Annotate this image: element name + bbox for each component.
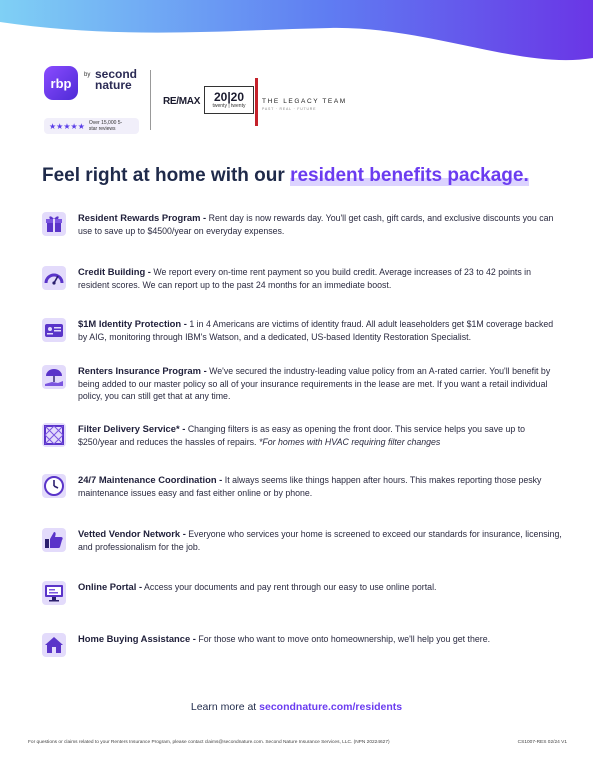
- benefit-text: Rent day is now rewards day. You'll get cash, gift cards, and exclusive discounts you can use to save up to $4500/year on everyday expenses.: [78, 213, 554, 236]
- benefit-title: Filter Delivery Service* -: [78, 423, 186, 434]
- benefit-title: Home Buying Assistance -: [78, 633, 196, 644]
- benefit-text: We've secured the industry-leading value policy from an A-rated carrier. You'll benefit by being added to our master policy so all of your insurance requirements in the lease are met. If you want a retail individual policy, you can still get that at any time.: [78, 366, 551, 402]
- filter-icon: [42, 423, 66, 447]
- learn-more-link[interactable]: secondnature.com/residents: [259, 701, 403, 713]
- benefit-text: It always seems like things happen after hours. This makes reporting those pesky maintenance issues easy and fast either online or by phone.: [78, 475, 542, 498]
- benefit-title: Renters Insurance Program -: [78, 365, 207, 376]
- benefit-title: Vetted Vendor Network -: [78, 528, 186, 539]
- benefit-title: Online Portal -: [78, 581, 143, 592]
- benefit-text: We report every on-time rent payment so you build credit. Average increases of 23 to 42 points in resident scores. We can report up to the past 24 months for an immediate boost.: [78, 267, 532, 290]
- title-prefix: Feel right at home with our: [42, 165, 291, 186]
- rbp-logo: rbp: [44, 66, 78, 100]
- remax-logo: RE/MAX: [163, 96, 201, 107]
- benefit-title: 24/7 Maintenance Coordination -: [78, 474, 223, 485]
- header-wave: [0, 0, 593, 80]
- learn-more-prefix: Learn more at: [190, 701, 260, 713]
- reviews-text: Over 15,000 5-star reviews: [88, 120, 123, 132]
- reviews-badge: [44, 118, 139, 134]
- legacy-mark: [255, 78, 258, 126]
- house-icon: [42, 633, 66, 657]
- benefit-text: 1 in 4 Americans are victims of identity fraud. All adult leaseholders get $1M coverage backed by AIG, monitoring through IBM's Watson, and a dedicated, US-based Identity Restoration Specialist.: [78, 319, 554, 342]
- logo-divider: [150, 70, 151, 130]
- benefit-text: Access your documents and pay rent through our easy to use online portal.: [144, 582, 437, 592]
- benefit-text: Changing filters is as easy as opening the front door. This service helps you save up to $250/year and reduces the hassles of repairs.: [78, 424, 526, 447]
- benefit-title: Resident Rewards Program -: [78, 212, 207, 223]
- umbrella-hand-icon: [42, 365, 66, 389]
- stars-icon: ★★★★★: [49, 121, 85, 131]
- thumbs-up-icon: [42, 528, 66, 552]
- id-card-icon: [42, 318, 66, 342]
- box-small: twenty | twenty: [212, 103, 246, 109]
- monitor-icon: [42, 581, 66, 605]
- logo-by: by: [84, 72, 91, 78]
- footer-code: CS1007-RES 02/24 V1: [517, 740, 567, 745]
- gift-icon: [42, 212, 66, 236]
- clock-icon: [42, 474, 66, 498]
- twenty-twenty-logo: [204, 86, 254, 114]
- credit-meter-icon: [42, 266, 66, 290]
- legacy-team-sub: PAST · REAL · FUTURE: [262, 107, 317, 111]
- title-highlight: resident benefits package.: [290, 165, 529, 186]
- benefit-title: Credit Building -: [78, 266, 151, 277]
- box-big: 20|20: [213, 90, 245, 104]
- benefit-note: *For homes with HVAC requiring filter changes: [258, 436, 441, 447]
- second-nature-logo: second nature: [95, 67, 138, 92]
- learn-more: [0, 701, 593, 713]
- benefit-title: $1M Identity Protection -: [78, 318, 187, 329]
- page-title: [42, 165, 582, 187]
- benefit-text: For those who want to move onto homeownership, we'll help you get there.: [198, 634, 491, 644]
- benefit-text: Everyone who services your home is screened to exceed our standards for insurance, licensing, and professionalism for the job.: [78, 529, 562, 552]
- legacy-team-logo: THE LEGACY TEAM: [262, 98, 347, 105]
- footer-disclaimer: For questions or claims related to your Renters Insurance Program, please contact claims@secondnature.com. Second Nature Insurance Services, LLC. (NPN 20224627): [28, 740, 390, 745]
